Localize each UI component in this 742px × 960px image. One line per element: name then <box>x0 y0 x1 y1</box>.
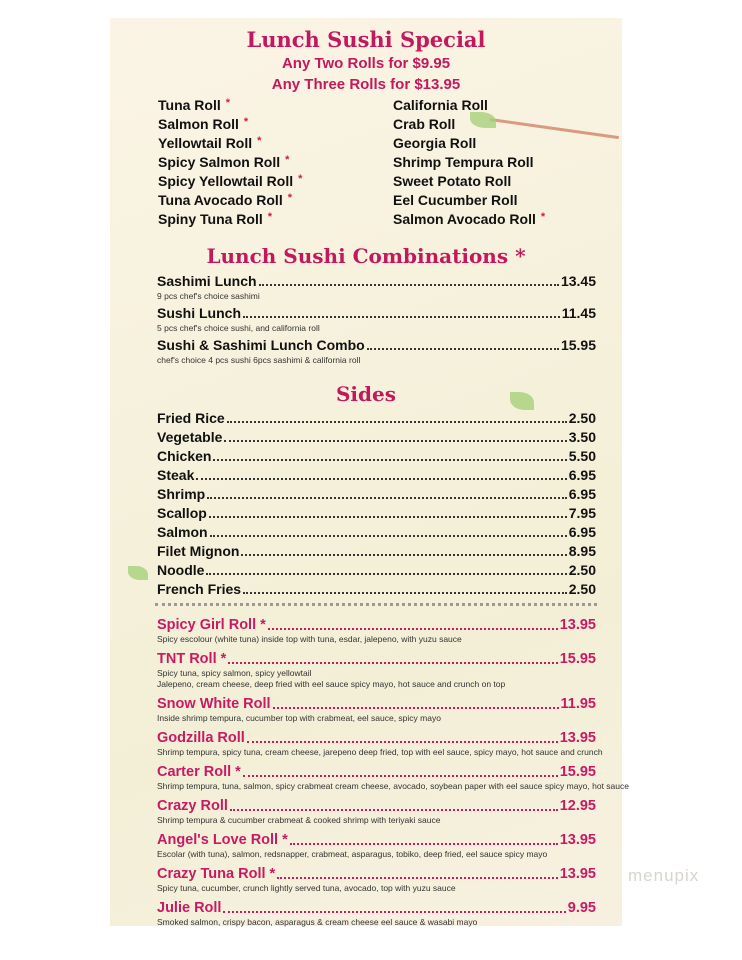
item-name: Carter Roll * <box>157 764 241 780</box>
item-name: Crazy Roll <box>157 798 228 814</box>
combo-item <box>157 305 596 321</box>
side-item <box>157 486 596 502</box>
item-price: 2.50 <box>568 562 596 578</box>
special-roll <box>157 900 596 916</box>
item-description: Spicy tuna, spicy salmon, spicy yellowtail <box>157 668 312 678</box>
item-price: 9.95 <box>567 900 596 916</box>
dot-leader <box>207 497 567 499</box>
special-roll-item <box>393 154 539 170</box>
item-name: Crazy Tuna Roll * <box>157 866 276 882</box>
roll-name: Tuna Avocado Roll <box>158 192 283 208</box>
item-name: Snow White Roll <box>157 696 271 712</box>
item-name: Julie Roll <box>157 900 222 916</box>
raw-fish-star: * <box>285 154 290 166</box>
item-description: 9 pcs chef's choice sashimi <box>157 291 260 301</box>
item-name: Filet Mignon <box>157 543 240 559</box>
roll-name: Spiny Tuna Roll <box>158 211 263 227</box>
item-description: Escolar (with tuna), salmon, redsnapper, crabmeat, asparagus, tobiko, deep fried, eel sauce spicy mayo <box>157 849 548 859</box>
item-price: 6.95 <box>568 524 596 540</box>
raw-fish-star: * <box>257 135 262 147</box>
combo-item <box>157 337 596 353</box>
side-item <box>157 505 596 521</box>
item-description: Spicy escolour (white tuna) inside top with tuna, esdar, jalepeno, with yuzu sauce <box>157 634 462 644</box>
watermark: menupix <box>628 866 700 885</box>
divider <box>155 603 597 606</box>
roll-name: Crab Roll <box>393 116 456 132</box>
raw-fish-star: * <box>267 211 273 223</box>
special-roll <box>157 798 596 814</box>
raw-fish-star: * <box>287 192 292 204</box>
side-item <box>157 562 596 578</box>
item-price: 13.95 <box>559 832 596 848</box>
side-item <box>157 581 596 597</box>
dot-leader <box>209 516 567 518</box>
special-roll-item <box>393 211 545 227</box>
item-name: Fried Rice <box>157 410 225 426</box>
item-name: Scallop <box>157 505 207 521</box>
roll-name: Eel Cucumber Roll <box>393 192 518 208</box>
item-price: 11.45 <box>561 305 596 321</box>
item-name: Shrimp <box>157 486 206 502</box>
roll-name: Salmon Roll <box>158 116 239 132</box>
special-roll-item <box>393 97 493 113</box>
special-roll <box>157 730 596 746</box>
special-three-rolls: Any Three Rolls for $13.95 <box>271 76 461 93</box>
combo-item <box>157 273 596 289</box>
item-description: Jalepeno, cream cheese, deep fried with eel sauce spicy mayo, hot sauce and crunch on top <box>157 679 506 689</box>
special-title: Lunch Sushi Special <box>246 27 486 52</box>
dot-leader <box>223 911 565 913</box>
special-roll-item <box>393 173 516 189</box>
dot-leader <box>228 662 557 664</box>
item-name: Godzilla Roll <box>157 730 245 746</box>
roll-name: Yellowtail Roll <box>158 135 253 151</box>
side-item <box>157 448 596 464</box>
dot-leader <box>230 809 558 811</box>
item-name: Noodle <box>157 562 205 578</box>
special-roll <box>157 832 596 848</box>
item-name: TNT Roll * <box>157 651 227 667</box>
item-price: 2.50 <box>568 581 596 597</box>
item-price: 13.95 <box>559 617 596 633</box>
dot-leader <box>268 628 558 630</box>
special-roll-item <box>158 211 272 227</box>
special-roll-item <box>158 192 292 208</box>
special-roll-item <box>158 97 230 113</box>
raw-fish-star: * <box>243 116 249 128</box>
roll-name: California Roll <box>393 97 488 113</box>
side-item <box>157 410 596 426</box>
dot-leader <box>243 316 560 318</box>
item-description: Smoked salmon, crispy bacon, asparagus & cream cheese eel sauce & wasabi mayo <box>157 917 478 927</box>
item-price: 13.95 <box>559 730 596 746</box>
dot-leader <box>241 554 566 556</box>
item-price: 6.95 <box>568 467 596 483</box>
roll-name: Sweet Potato Roll <box>393 173 512 189</box>
dot-leader <box>273 707 559 709</box>
dot-leader <box>243 592 567 594</box>
roll-name: Salmon Avocado Roll <box>393 211 536 227</box>
item-price: 15.95 <box>559 764 596 780</box>
roll-name: Tuna Roll <box>158 97 221 113</box>
side-item <box>157 429 596 445</box>
special-roll-item <box>393 116 460 132</box>
roll-name: Shrimp Tempura Roll <box>393 154 534 170</box>
item-description: Shrimp tempura, tuna, salmon, spicy crabmeat cream cheese, avocado, soybean paper with eel sauce spicy mayo, hot sauce <box>157 781 629 791</box>
side-item <box>157 467 596 483</box>
item-name: French Fries <box>157 581 242 597</box>
dot-leader <box>206 573 566 575</box>
raw-fish-star: * <box>540 211 546 223</box>
dot-leader <box>367 348 559 350</box>
item-price: 15.95 <box>559 651 596 667</box>
item-price: 7.95 <box>568 505 596 521</box>
item-name: Sushi Lunch <box>157 305 241 321</box>
special-roll <box>157 651 596 667</box>
item-description: 5 pcs chef's choice sushi, and california roll <box>157 323 320 333</box>
item-description: Shrimp tempura, spicy tuna, cream cheese, jarepeno deep fried, top with eel sauce, spicy mayo, hot sauce and crunch <box>157 747 603 757</box>
item-price: 12.95 <box>559 798 596 814</box>
special-roll-item <box>393 192 522 208</box>
special-roll-item <box>158 135 261 151</box>
dot-leader <box>277 877 558 879</box>
item-description: Inside shrimp tempura, cucumber top with crabmeat, eel sauce, spicy mayo <box>157 713 441 723</box>
side-item <box>157 524 596 540</box>
raw-fish-star: * <box>298 173 303 185</box>
special-roll-item <box>158 154 289 170</box>
dot-leader <box>224 440 566 442</box>
dot-leader <box>213 459 566 461</box>
dot-leader <box>196 478 566 480</box>
item-name: Steak <box>157 467 195 483</box>
dot-leader <box>247 741 558 743</box>
special-roll <box>157 764 596 780</box>
roll-name: Spicy Salmon Roll <box>158 154 281 170</box>
combos-title: Lunch Sushi Combinations * <box>206 244 526 268</box>
item-description: chef's choice 4 pcs sushi 6pcs sashimi & california roll <box>157 355 361 365</box>
special-roll-item <box>158 116 248 132</box>
special-roll <box>157 866 596 882</box>
item-price: 11.95 <box>560 696 596 712</box>
item-name: Salmon <box>157 524 208 540</box>
dot-leader <box>227 421 567 423</box>
item-price: 13.95 <box>559 866 596 882</box>
item-price: 3.50 <box>568 429 596 445</box>
item-description: Spicy tuna, cucumber, crunch lightly served tuna, avocado, top with yuzu sauce <box>157 883 456 893</box>
special-roll-item <box>393 135 481 151</box>
sides-title: Sides <box>335 382 396 406</box>
item-price: 5.50 <box>568 448 596 464</box>
item-name: Sashimi Lunch <box>157 273 257 289</box>
item-price: 2.50 <box>568 410 596 426</box>
raw-fish-star: * <box>225 97 231 109</box>
dot-leader <box>290 843 558 845</box>
item-name: Vegetable <box>157 429 223 445</box>
item-name: Angel's Love Roll * <box>157 832 288 848</box>
roll-name: Spicy Yellowtail Roll <box>158 173 294 189</box>
item-price: 6.95 <box>568 486 596 502</box>
dot-leader <box>210 535 567 537</box>
special-roll <box>157 617 596 633</box>
item-price: 13.45 <box>560 273 596 289</box>
special-roll <box>157 696 596 712</box>
item-name: Chicken <box>157 448 212 464</box>
special-roll-item <box>158 173 302 189</box>
roll-name: Georgia Roll <box>393 135 477 151</box>
side-item <box>157 543 596 559</box>
dot-leader <box>259 284 559 286</box>
item-name: Sushi & Sashimi Lunch Combo <box>157 337 365 353</box>
item-name: Spicy Girl Roll * <box>157 617 266 633</box>
item-price: 8.95 <box>568 543 596 559</box>
special-two-rolls: Any Two Rolls for $9.95 <box>281 55 451 72</box>
item-price: 15.95 <box>560 337 596 353</box>
item-description: Shrimp tempura & cucumber crabmeat & cooked shrimp with teriyaki sauce <box>157 815 441 825</box>
dot-leader <box>243 775 558 777</box>
